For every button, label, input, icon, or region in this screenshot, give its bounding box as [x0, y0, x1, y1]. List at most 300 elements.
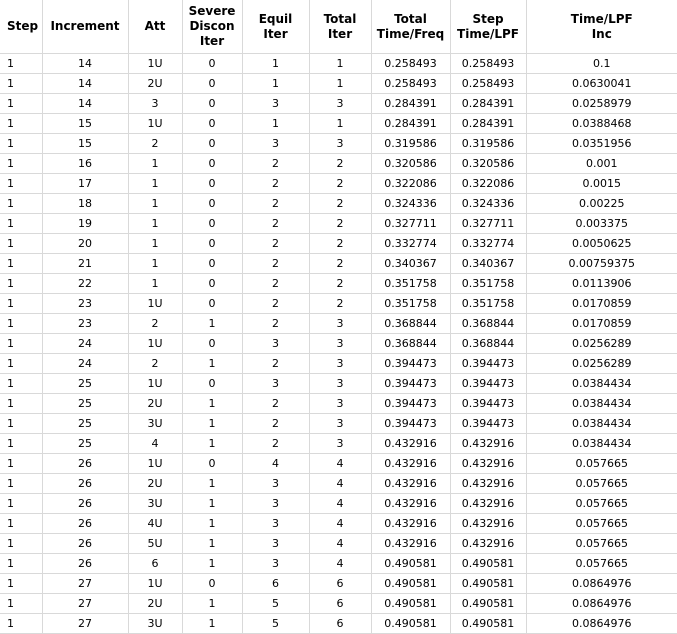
cell-step: 1 — [0, 134, 42, 154]
cell-step-time-lpf: 0.394473 — [450, 414, 526, 434]
cell-step-time-lpf: 0.340367 — [450, 254, 526, 274]
cell-total-time-freq: 0.432916 — [371, 434, 450, 454]
cell-increment: 17 — [42, 174, 128, 194]
column-header-severe-discon-iter[interactable]: Severe Discon Iter — [182, 0, 242, 54]
cell-severe-discon-iter: 1 — [182, 594, 242, 614]
cell-step-time-lpf: 0.351758 — [450, 274, 526, 294]
cell-equil-iter: 3 — [242, 494, 309, 514]
cell-total-time-freq: 0.394473 — [371, 394, 450, 414]
cell-att: 2U — [128, 74, 182, 94]
table-row[interactable] — [0, 134, 677, 154]
cell-total-iter: 6 — [309, 574, 371, 594]
cell-step: 1 — [0, 574, 42, 594]
cell-total-time-freq: 0.432916 — [371, 454, 450, 474]
cell-severe-discon-iter: 0 — [182, 374, 242, 394]
cell-time-lpf-inc: 0.0170859 — [526, 294, 677, 314]
cell-att: 1 — [128, 234, 182, 254]
cell-severe-discon-iter: 0 — [182, 74, 242, 94]
cell-total-time-freq: 0.490581 — [371, 554, 450, 574]
cell-step-time-lpf: 0.322086 — [450, 174, 526, 194]
cell-total-time-freq: 0.327711 — [371, 214, 450, 234]
table-row[interactable] — [0, 594, 677, 614]
cell-total-iter: 3 — [309, 354, 371, 374]
table-row[interactable] — [0, 334, 677, 354]
cell-time-lpf-inc: 0.003375 — [526, 214, 677, 234]
cell-equil-iter: 2 — [242, 174, 309, 194]
cell-step-time-lpf: 0.490581 — [450, 614, 526, 634]
cell-step-time-lpf: 0.332774 — [450, 234, 526, 254]
column-header-total-iter[interactable]: Total Iter — [309, 0, 371, 54]
cell-step: 1 — [0, 534, 42, 554]
cell-increment: 19 — [42, 214, 128, 234]
cell-att: 2U — [128, 594, 182, 614]
cell-time-lpf-inc: 0.0170859 — [526, 314, 677, 334]
cell-increment: 18 — [42, 194, 128, 214]
table-row[interactable] — [0, 514, 677, 534]
column-header-total-time-freq[interactable]: Total Time/Freq — [371, 0, 450, 54]
cell-att: 4 — [128, 434, 182, 454]
cell-severe-discon-iter: 1 — [182, 534, 242, 554]
cell-step: 1 — [0, 394, 42, 414]
cell-step-time-lpf: 0.320586 — [450, 154, 526, 174]
cell-severe-discon-iter: 0 — [182, 274, 242, 294]
cell-total-iter: 2 — [309, 254, 371, 274]
cell-time-lpf-inc: 0.0864976 — [526, 594, 677, 614]
cell-step: 1 — [0, 354, 42, 374]
cell-equil-iter: 5 — [242, 594, 309, 614]
cell-att: 1 — [128, 274, 182, 294]
cell-increment: 15 — [42, 134, 128, 154]
cell-step-time-lpf: 0.394473 — [450, 394, 526, 414]
cell-total-iter: 3 — [309, 334, 371, 354]
cell-increment: 27 — [42, 594, 128, 614]
cell-total-time-freq: 0.394473 — [371, 414, 450, 434]
cell-total-time-freq: 0.490581 — [371, 574, 450, 594]
cell-step-time-lpf: 0.394473 — [450, 374, 526, 394]
cell-step-time-lpf: 0.324336 — [450, 194, 526, 214]
cell-increment: 14 — [42, 74, 128, 94]
cell-increment: 14 — [42, 94, 128, 114]
cell-increment: 21 — [42, 254, 128, 274]
cell-total-time-freq: 0.432916 — [371, 474, 450, 494]
cell-increment: 25 — [42, 374, 128, 394]
cell-total-time-freq: 0.490581 — [371, 614, 450, 634]
cell-severe-discon-iter: 0 — [182, 574, 242, 594]
cell-time-lpf-inc: 0.0258979 — [526, 94, 677, 114]
cell-total-time-freq: 0.368844 — [371, 334, 450, 354]
cell-increment: 26 — [42, 454, 128, 474]
cell-total-iter: 2 — [309, 214, 371, 234]
cell-time-lpf-inc: 0.0384434 — [526, 394, 677, 414]
cell-total-time-freq: 0.394473 — [371, 354, 450, 374]
cell-att: 1U — [128, 334, 182, 354]
cell-step: 1 — [0, 254, 42, 274]
cell-total-time-freq: 0.324336 — [371, 194, 450, 214]
cell-severe-discon-iter: 0 — [182, 254, 242, 274]
cell-step: 1 — [0, 614, 42, 634]
cell-total-time-freq: 0.351758 — [371, 274, 450, 294]
cell-att: 1U — [128, 454, 182, 474]
table-row[interactable] — [0, 554, 677, 574]
cell-equil-iter: 2 — [242, 354, 309, 374]
cell-step: 1 — [0, 434, 42, 454]
cell-total-iter: 4 — [309, 514, 371, 534]
cell-time-lpf-inc: 0.1 — [526, 54, 677, 74]
cell-total-iter: 1 — [309, 54, 371, 74]
cell-increment: 25 — [42, 414, 128, 434]
cell-step-time-lpf: 0.258493 — [450, 54, 526, 74]
cell-increment: 26 — [42, 494, 128, 514]
cell-time-lpf-inc: 0.0384434 — [526, 434, 677, 454]
cell-total-time-freq: 0.332774 — [371, 234, 450, 254]
cell-step-time-lpf: 0.319586 — [450, 134, 526, 154]
cell-total-time-freq: 0.284391 — [371, 114, 450, 134]
cell-total-iter: 3 — [309, 414, 371, 434]
cell-time-lpf-inc: 0.0015 — [526, 174, 677, 194]
cell-increment: 22 — [42, 274, 128, 294]
cell-total-time-freq: 0.490581 — [371, 594, 450, 614]
table-row[interactable] — [0, 194, 677, 214]
cell-total-time-freq: 0.322086 — [371, 174, 450, 194]
cell-severe-discon-iter: 1 — [182, 314, 242, 334]
column-header-increment[interactable]: Increment — [42, 0, 128, 54]
cell-att: 2 — [128, 354, 182, 374]
cell-step: 1 — [0, 294, 42, 314]
column-header-time-lpf-inc[interactable]: Time/LPF Inc — [526, 0, 677, 54]
cell-time-lpf-inc: 0.057665 — [526, 534, 677, 554]
cell-att: 2 — [128, 314, 182, 334]
cell-total-iter: 6 — [309, 594, 371, 614]
cell-severe-discon-iter: 0 — [182, 334, 242, 354]
cell-step: 1 — [0, 494, 42, 514]
cell-total-time-freq: 0.432916 — [371, 534, 450, 554]
cell-step-time-lpf: 0.432916 — [450, 454, 526, 474]
cell-equil-iter: 2 — [242, 234, 309, 254]
cell-equil-iter: 3 — [242, 514, 309, 534]
cell-total-time-freq: 0.351758 — [371, 294, 450, 314]
cell-severe-discon-iter: 0 — [182, 234, 242, 254]
cell-increment: 16 — [42, 154, 128, 174]
cell-severe-discon-iter: 1 — [182, 414, 242, 434]
cell-step: 1 — [0, 514, 42, 534]
cell-time-lpf-inc: 0.0113906 — [526, 274, 677, 294]
cell-increment: 27 — [42, 614, 128, 634]
cell-time-lpf-inc: 0.057665 — [526, 474, 677, 494]
cell-total-iter: 2 — [309, 294, 371, 314]
table-row[interactable] — [0, 114, 677, 134]
table-row[interactable] — [0, 74, 677, 94]
cell-att: 1 — [128, 214, 182, 234]
cell-total-iter: 4 — [309, 454, 371, 474]
cell-time-lpf-inc: 0.057665 — [526, 554, 677, 574]
table-row[interactable] — [0, 174, 677, 194]
cell-step-time-lpf: 0.432916 — [450, 494, 526, 514]
cell-step-time-lpf: 0.284391 — [450, 94, 526, 114]
table-row[interactable] — [0, 254, 677, 274]
cell-total-time-freq: 0.368844 — [371, 314, 450, 334]
cell-total-iter: 2 — [309, 194, 371, 214]
cell-increment: 24 — [42, 354, 128, 374]
cell-time-lpf-inc: 0.0388468 — [526, 114, 677, 134]
cell-severe-discon-iter: 1 — [182, 434, 242, 454]
table-row[interactable] — [0, 414, 677, 434]
cell-increment: 15 — [42, 114, 128, 134]
table-row[interactable] — [0, 94, 677, 114]
cell-step-time-lpf: 0.284391 — [450, 114, 526, 134]
header-row — [0, 0, 677, 54]
cell-equil-iter: 1 — [242, 114, 309, 134]
cell-att: 3U — [128, 494, 182, 514]
column-header-equil-iter[interactable]: Equil Iter — [242, 0, 309, 54]
table-row[interactable] — [0, 214, 677, 234]
cell-increment: 27 — [42, 574, 128, 594]
cell-total-time-freq: 0.258493 — [371, 54, 450, 74]
table-row[interactable] — [0, 154, 677, 174]
cell-step-time-lpf: 0.368844 — [450, 334, 526, 354]
cell-step: 1 — [0, 214, 42, 234]
cell-total-iter: 2 — [309, 234, 371, 254]
cell-att: 5U — [128, 534, 182, 554]
cell-step: 1 — [0, 414, 42, 434]
table-row[interactable] — [0, 434, 677, 454]
cell-step-time-lpf: 0.490581 — [450, 574, 526, 594]
cell-step-time-lpf: 0.258493 — [450, 74, 526, 94]
cell-step: 1 — [0, 194, 42, 214]
cell-severe-discon-iter: 0 — [182, 114, 242, 134]
cell-step-time-lpf: 0.368844 — [450, 314, 526, 334]
cell-att: 4U — [128, 514, 182, 534]
cell-time-lpf-inc: 0.0351956 — [526, 134, 677, 154]
cell-equil-iter: 3 — [242, 134, 309, 154]
cell-att: 1 — [128, 254, 182, 274]
cell-att: 1U — [128, 574, 182, 594]
cell-time-lpf-inc: 0.0864976 — [526, 574, 677, 594]
cell-total-iter: 6 — [309, 614, 371, 634]
cell-step-time-lpf: 0.351758 — [450, 294, 526, 314]
cell-severe-discon-iter: 1 — [182, 494, 242, 514]
cell-equil-iter: 2 — [242, 274, 309, 294]
cell-step-time-lpf: 0.432916 — [450, 534, 526, 554]
cell-total-iter: 3 — [309, 134, 371, 154]
table-row[interactable] — [0, 474, 677, 494]
cell-severe-discon-iter: 1 — [182, 554, 242, 574]
cell-equil-iter: 3 — [242, 374, 309, 394]
cell-step: 1 — [0, 54, 42, 74]
table-row[interactable] — [0, 574, 677, 594]
cell-step: 1 — [0, 174, 42, 194]
cell-equil-iter: 2 — [242, 414, 309, 434]
cell-step: 1 — [0, 94, 42, 114]
cell-increment: 26 — [42, 534, 128, 554]
cell-total-time-freq: 0.258493 — [371, 74, 450, 94]
cell-increment: 14 — [42, 54, 128, 74]
cell-time-lpf-inc: 0.0050625 — [526, 234, 677, 254]
cell-time-lpf-inc: 0.0864976 — [526, 614, 677, 634]
cell-increment: 26 — [42, 474, 128, 494]
cell-increment: 25 — [42, 394, 128, 414]
cell-equil-iter: 3 — [242, 534, 309, 554]
cell-total-iter: 3 — [309, 374, 371, 394]
cell-step-time-lpf: 0.432916 — [450, 474, 526, 494]
cell-step-time-lpf: 0.327711 — [450, 214, 526, 234]
cell-att: 2U — [128, 394, 182, 414]
cell-total-time-freq: 0.432916 — [371, 514, 450, 534]
cell-severe-discon-iter: 1 — [182, 514, 242, 534]
cell-time-lpf-inc: 0.0630041 — [526, 74, 677, 94]
cell-total-time-freq: 0.319586 — [371, 134, 450, 154]
table-row[interactable] — [0, 274, 677, 294]
cell-step-time-lpf: 0.490581 — [450, 554, 526, 574]
cell-equil-iter: 2 — [242, 314, 309, 334]
cell-total-iter: 3 — [309, 94, 371, 114]
cell-total-iter: 4 — [309, 534, 371, 554]
table-header — [0, 0, 677, 54]
cell-severe-discon-iter: 0 — [182, 154, 242, 174]
cell-equil-iter: 4 — [242, 454, 309, 474]
cell-total-iter: 4 — [309, 474, 371, 494]
cell-equil-iter: 2 — [242, 294, 309, 314]
cell-step-time-lpf: 0.490581 — [450, 594, 526, 614]
cell-total-iter: 2 — [309, 174, 371, 194]
cell-time-lpf-inc: 0.057665 — [526, 494, 677, 514]
cell-severe-discon-iter: 0 — [182, 294, 242, 314]
table-body — [0, 54, 677, 634]
table-row[interactable] — [0, 354, 677, 374]
cell-total-iter: 2 — [309, 154, 371, 174]
cell-time-lpf-inc: 0.0384434 — [526, 374, 677, 394]
column-header-att[interactable]: Att — [128, 0, 182, 54]
cell-total-time-freq: 0.432916 — [371, 494, 450, 514]
cell-increment: 20 — [42, 234, 128, 254]
cell-equil-iter: 3 — [242, 94, 309, 114]
table-row[interactable] — [0, 394, 677, 414]
cell-severe-discon-iter: 0 — [182, 54, 242, 74]
cell-total-iter: 3 — [309, 314, 371, 334]
cell-severe-discon-iter: 0 — [182, 94, 242, 114]
cell-severe-discon-iter: 0 — [182, 214, 242, 234]
cell-time-lpf-inc: 0.001 — [526, 154, 677, 174]
cell-step-time-lpf: 0.394473 — [450, 354, 526, 374]
cell-step: 1 — [0, 594, 42, 614]
cell-equil-iter: 6 — [242, 574, 309, 594]
cell-equil-iter: 2 — [242, 394, 309, 414]
cell-severe-discon-iter: 0 — [182, 454, 242, 474]
cell-att: 1U — [128, 374, 182, 394]
cell-total-iter: 2 — [309, 274, 371, 294]
cell-increment: 23 — [42, 294, 128, 314]
cell-step-time-lpf: 0.432916 — [450, 514, 526, 534]
cell-increment: 24 — [42, 334, 128, 354]
cell-total-iter: 1 — [309, 114, 371, 134]
cell-equil-iter: 3 — [242, 554, 309, 574]
column-header-step[interactable]: Step — [0, 0, 42, 54]
cell-total-iter: 3 — [309, 394, 371, 414]
cell-severe-discon-iter: 1 — [182, 614, 242, 634]
cell-att: 1U — [128, 54, 182, 74]
cell-total-time-freq: 0.284391 — [371, 94, 450, 114]
cell-att: 6 — [128, 554, 182, 574]
cell-total-time-freq: 0.394473 — [371, 374, 450, 394]
cell-equil-iter: 1 — [242, 54, 309, 74]
table-row[interactable] — [0, 614, 677, 634]
cell-equil-iter: 3 — [242, 474, 309, 494]
cell-severe-discon-iter: 1 — [182, 354, 242, 374]
cell-increment: 26 — [42, 514, 128, 534]
cell-increment: 26 — [42, 554, 128, 574]
table-row[interactable] — [0, 314, 677, 334]
cell-step-time-lpf: 0.432916 — [450, 434, 526, 454]
cell-att: 2U — [128, 474, 182, 494]
cell-total-time-freq: 0.320586 — [371, 154, 450, 174]
cell-total-iter: 4 — [309, 494, 371, 514]
cell-step: 1 — [0, 314, 42, 334]
cell-equil-iter: 2 — [242, 254, 309, 274]
cell-time-lpf-inc: 0.057665 — [526, 454, 677, 474]
cell-step: 1 — [0, 374, 42, 394]
cell-severe-discon-iter: 1 — [182, 474, 242, 494]
cell-severe-discon-iter: 0 — [182, 134, 242, 154]
table-row[interactable] — [0, 494, 677, 514]
cell-equil-iter: 2 — [242, 154, 309, 174]
table-row[interactable] — [0, 534, 677, 554]
cell-att: 1 — [128, 174, 182, 194]
cell-total-time-freq: 0.340367 — [371, 254, 450, 274]
column-header-step-time-lpf[interactable]: Step Time/LPF — [450, 0, 526, 54]
cell-total-iter: 4 — [309, 554, 371, 574]
table-row[interactable] — [0, 54, 677, 74]
cell-step: 1 — [0, 554, 42, 574]
cell-time-lpf-inc: 0.0384434 — [526, 414, 677, 434]
cell-time-lpf-inc: 0.00225 — [526, 194, 677, 214]
cell-time-lpf-inc: 0.0256289 — [526, 334, 677, 354]
cell-equil-iter: 3 — [242, 334, 309, 354]
table-row[interactable] — [0, 454, 677, 474]
cell-att: 3U — [128, 414, 182, 434]
cell-step: 1 — [0, 454, 42, 474]
cell-step: 1 — [0, 114, 42, 134]
cell-equil-iter: 2 — [242, 434, 309, 454]
cell-att: 1 — [128, 194, 182, 214]
cell-severe-discon-iter: 0 — [182, 174, 242, 194]
cell-severe-discon-iter: 1 — [182, 394, 242, 414]
cell-severe-discon-iter: 0 — [182, 194, 242, 214]
cell-att: 1U — [128, 114, 182, 134]
table-row[interactable] — [0, 234, 677, 254]
cell-total-iter: 3 — [309, 434, 371, 454]
cell-equil-iter: 5 — [242, 614, 309, 634]
cell-equil-iter: 1 — [242, 74, 309, 94]
cell-att: 3 — [128, 94, 182, 114]
cell-att: 3U — [128, 614, 182, 634]
cell-total-iter: 1 — [309, 74, 371, 94]
cell-att: 1 — [128, 154, 182, 174]
cell-equil-iter: 2 — [242, 214, 309, 234]
cell-att: 1U — [128, 294, 182, 314]
table-row[interactable] — [0, 294, 677, 314]
cell-increment: 23 — [42, 314, 128, 334]
cell-step: 1 — [0, 274, 42, 294]
cell-step: 1 — [0, 154, 42, 174]
cell-att: 2 — [128, 134, 182, 154]
cell-step: 1 — [0, 334, 42, 354]
cell-increment: 25 — [42, 434, 128, 454]
table-row[interactable] — [0, 374, 677, 394]
cell-time-lpf-inc: 0.057665 — [526, 514, 677, 534]
cell-time-lpf-inc: 0.0256289 — [526, 354, 677, 374]
cell-time-lpf-inc: 0.00759375 — [526, 254, 677, 274]
cell-step: 1 — [0, 74, 42, 94]
cell-equil-iter: 2 — [242, 194, 309, 214]
